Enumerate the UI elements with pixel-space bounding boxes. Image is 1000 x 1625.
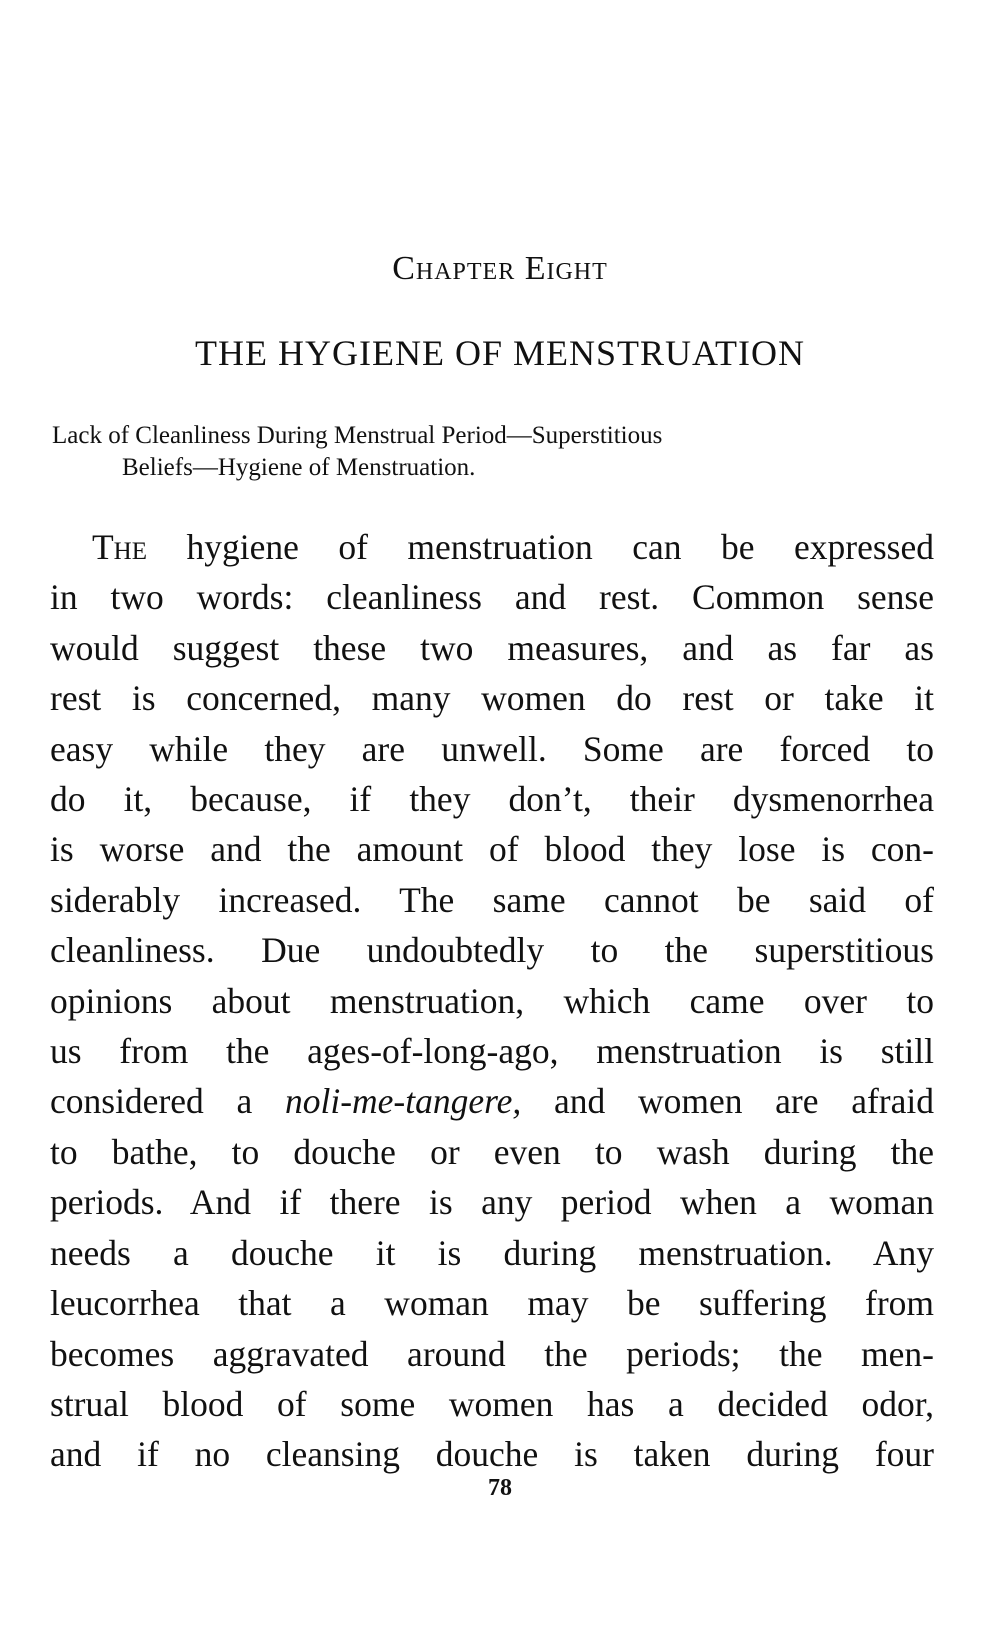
body-line: in two words: cleanliness and rest. Common sense (50, 577, 934, 618)
body-line: would suggest these two measures, and as far as (50, 627, 934, 668)
body-line: leucorrhea that a woman may be suffering from (50, 1283, 934, 1324)
body-line-text: considered a (50, 1081, 285, 1122)
body-line (50, 1076, 934, 1126)
body-line-text: and women are afraid (521, 1081, 935, 1122)
body-line: cleanliness. Due undoubtedly to the superstitious (50, 930, 934, 971)
body-line: siderably increased. The same cannot be said of (50, 879, 934, 920)
body-line: periods. And if there is any period when a woman (50, 1182, 934, 1223)
lead-word: The (92, 527, 148, 567)
synopsis-line-1: Lack of Cleanliness During Menstrual Period—Superstitious (52, 422, 663, 449)
body-line: to bathe, to douche or even to wash during the (50, 1131, 934, 1172)
body-line: rest is concerned, many women do rest or take it (50, 678, 934, 719)
body-line: and if no cleansing douche is taken during four (50, 1434, 934, 1475)
body-paragraph (50, 522, 934, 1480)
chapter-title: THE HYGIENE OF MENSTRUATION (195, 333, 805, 373)
body-line: easy while they are unwell. Some are forced to (50, 728, 934, 769)
body-line: us from the ages-of-long-ago, menstruation is still (50, 1031, 934, 1072)
body-line (50, 522, 934, 572)
body-line: do it, because, if they don’t, their dysmenorrhea (50, 779, 934, 820)
chapter-label: Chapter Eight (392, 250, 608, 287)
synopsis-line-2: Beliefs—Hygiene of Menstruation. (122, 454, 476, 481)
body-line: becomes aggravated around the periods; the men- (50, 1333, 934, 1374)
body-line: strual blood of some women has a decided odor, (50, 1383, 934, 1424)
body-line: opinions about menstruation, which came over to (50, 980, 934, 1021)
chapter-synopsis (52, 420, 947, 484)
body-line-text: hygiene of menstruation can be expressed (147, 527, 934, 567)
body-line: is worse and the amount of blood they lose is con- (50, 829, 934, 870)
page-number: 78 (488, 1475, 512, 1501)
body-line: needs a douche it is during menstruation. Any (50, 1232, 934, 1273)
latin-phrase: noli-me-tangere, (284, 1081, 522, 1122)
